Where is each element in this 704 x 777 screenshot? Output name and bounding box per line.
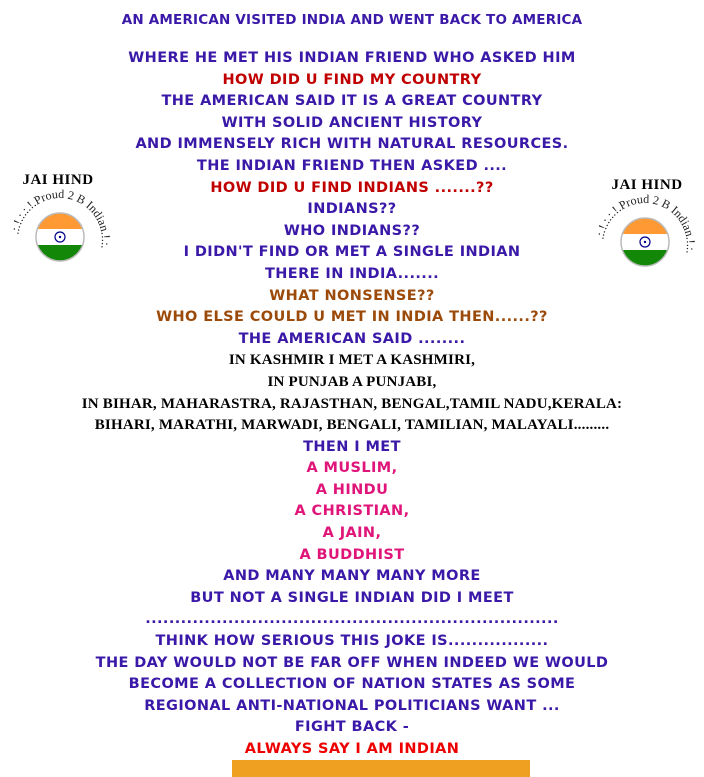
story-line: WHO INDIANS?? (283, 222, 421, 239)
story-line: THEN I MET (303, 438, 401, 455)
story-line: A HINDU (315, 481, 389, 498)
story-line: I DIDN'T FIND OR MET A SINGLE INDIAN (183, 244, 521, 261)
story-line: BUT NOT A SINGLE INDIAN DID I MEET (190, 589, 514, 606)
story-line: AND MANY MANY MANY MORE (223, 568, 481, 585)
proud-indian-badge-right (590, 190, 700, 300)
story-line: ...................................................................... (145, 611, 559, 628)
story-line: IN PUNJAB A PUNJABI, (267, 373, 437, 390)
india-flag-badge-icon (5, 185, 115, 295)
story-line: BIHARI, MARATHI, MARWADI, BENGALI, TAMILIAN, MALAYALI......... (94, 417, 610, 434)
story-line: A BUDDHIST (299, 546, 405, 563)
story-line: WHO ELSE COULD U MET IN INDIA THEN......?? (156, 309, 548, 326)
story-line: WHAT NONSENSE?? (269, 287, 435, 304)
story-line: IN BIHAR, MAHARASTRA, RAJASTHAN, BENGAL,TAMIL NADU,KERALA: (81, 395, 623, 412)
story-line: FIGHT BACK - (294, 719, 410, 736)
india-flag-badge-icon (590, 190, 700, 300)
story-line: THINK HOW SERIOUS THIS JOKE IS................. (155, 633, 549, 650)
jai-hind-label-right: JAI HIND (611, 177, 683, 193)
story-line: ALWAYS SAY I AM INDIAN (244, 741, 460, 757)
story-line: A CHRISTIAN, (294, 503, 410, 520)
badge-ring-text-left: .:.!.:.:.!.Proud 2 B Indian.!.:. (7, 186, 114, 250)
story-line: THE DAY WOULD NOT BE FAR OFF WHEN INDEED WE WOULD (95, 654, 609, 671)
story-line: THE INDIAN FRIEND THEN ASKED .... (196, 157, 508, 174)
story-line: THERE IN INDIA....... (264, 265, 440, 282)
story-line: BECOME A COLLECTION OF NATION STATES AS SOME (128, 676, 576, 693)
story-line: HOW DID U FIND MY COUNTRY (222, 71, 482, 88)
story-line: A MUSLIM, (306, 460, 398, 477)
story-text (0, 48, 704, 761)
story-line: IN KASHMIR I MET A KASHMIRI, (228, 352, 476, 369)
page-title: AN AMERICAN VISITED INDIA AND WENT BACK TO AMERICA (121, 12, 583, 28)
story-line: WITH SOLID ANCIENT HISTORY (221, 114, 483, 131)
proud-indian-badge-left (5, 185, 115, 295)
jai-hind-label-left: JAI HIND (22, 172, 94, 188)
story-line: A JAIN, (322, 525, 382, 542)
story-line: INDIANS?? (307, 201, 397, 218)
story-line: WHERE HE MET HIS INDIAN FRIEND WHO ASKED HIM (128, 50, 576, 66)
story-line: AND IMMENSELY RICH WITH NATURAL RESOURCES. (135, 136, 569, 153)
story-line: THE AMERICAN SAID ........ (238, 330, 466, 347)
story-line: THE AMERICAN SAID IT IS A GREAT COUNTRY (161, 93, 543, 110)
bottom-accent-bar (232, 760, 530, 777)
story-line: REGIONAL ANTI-NATIONAL POLITICIANS WANT ... (144, 697, 560, 714)
badge-ring-text-right: .:.!.:.:.!.Proud 2 B Indian.!.:. (592, 191, 699, 255)
story-line: HOW DID U FIND INDIANS .......?? (210, 179, 494, 196)
